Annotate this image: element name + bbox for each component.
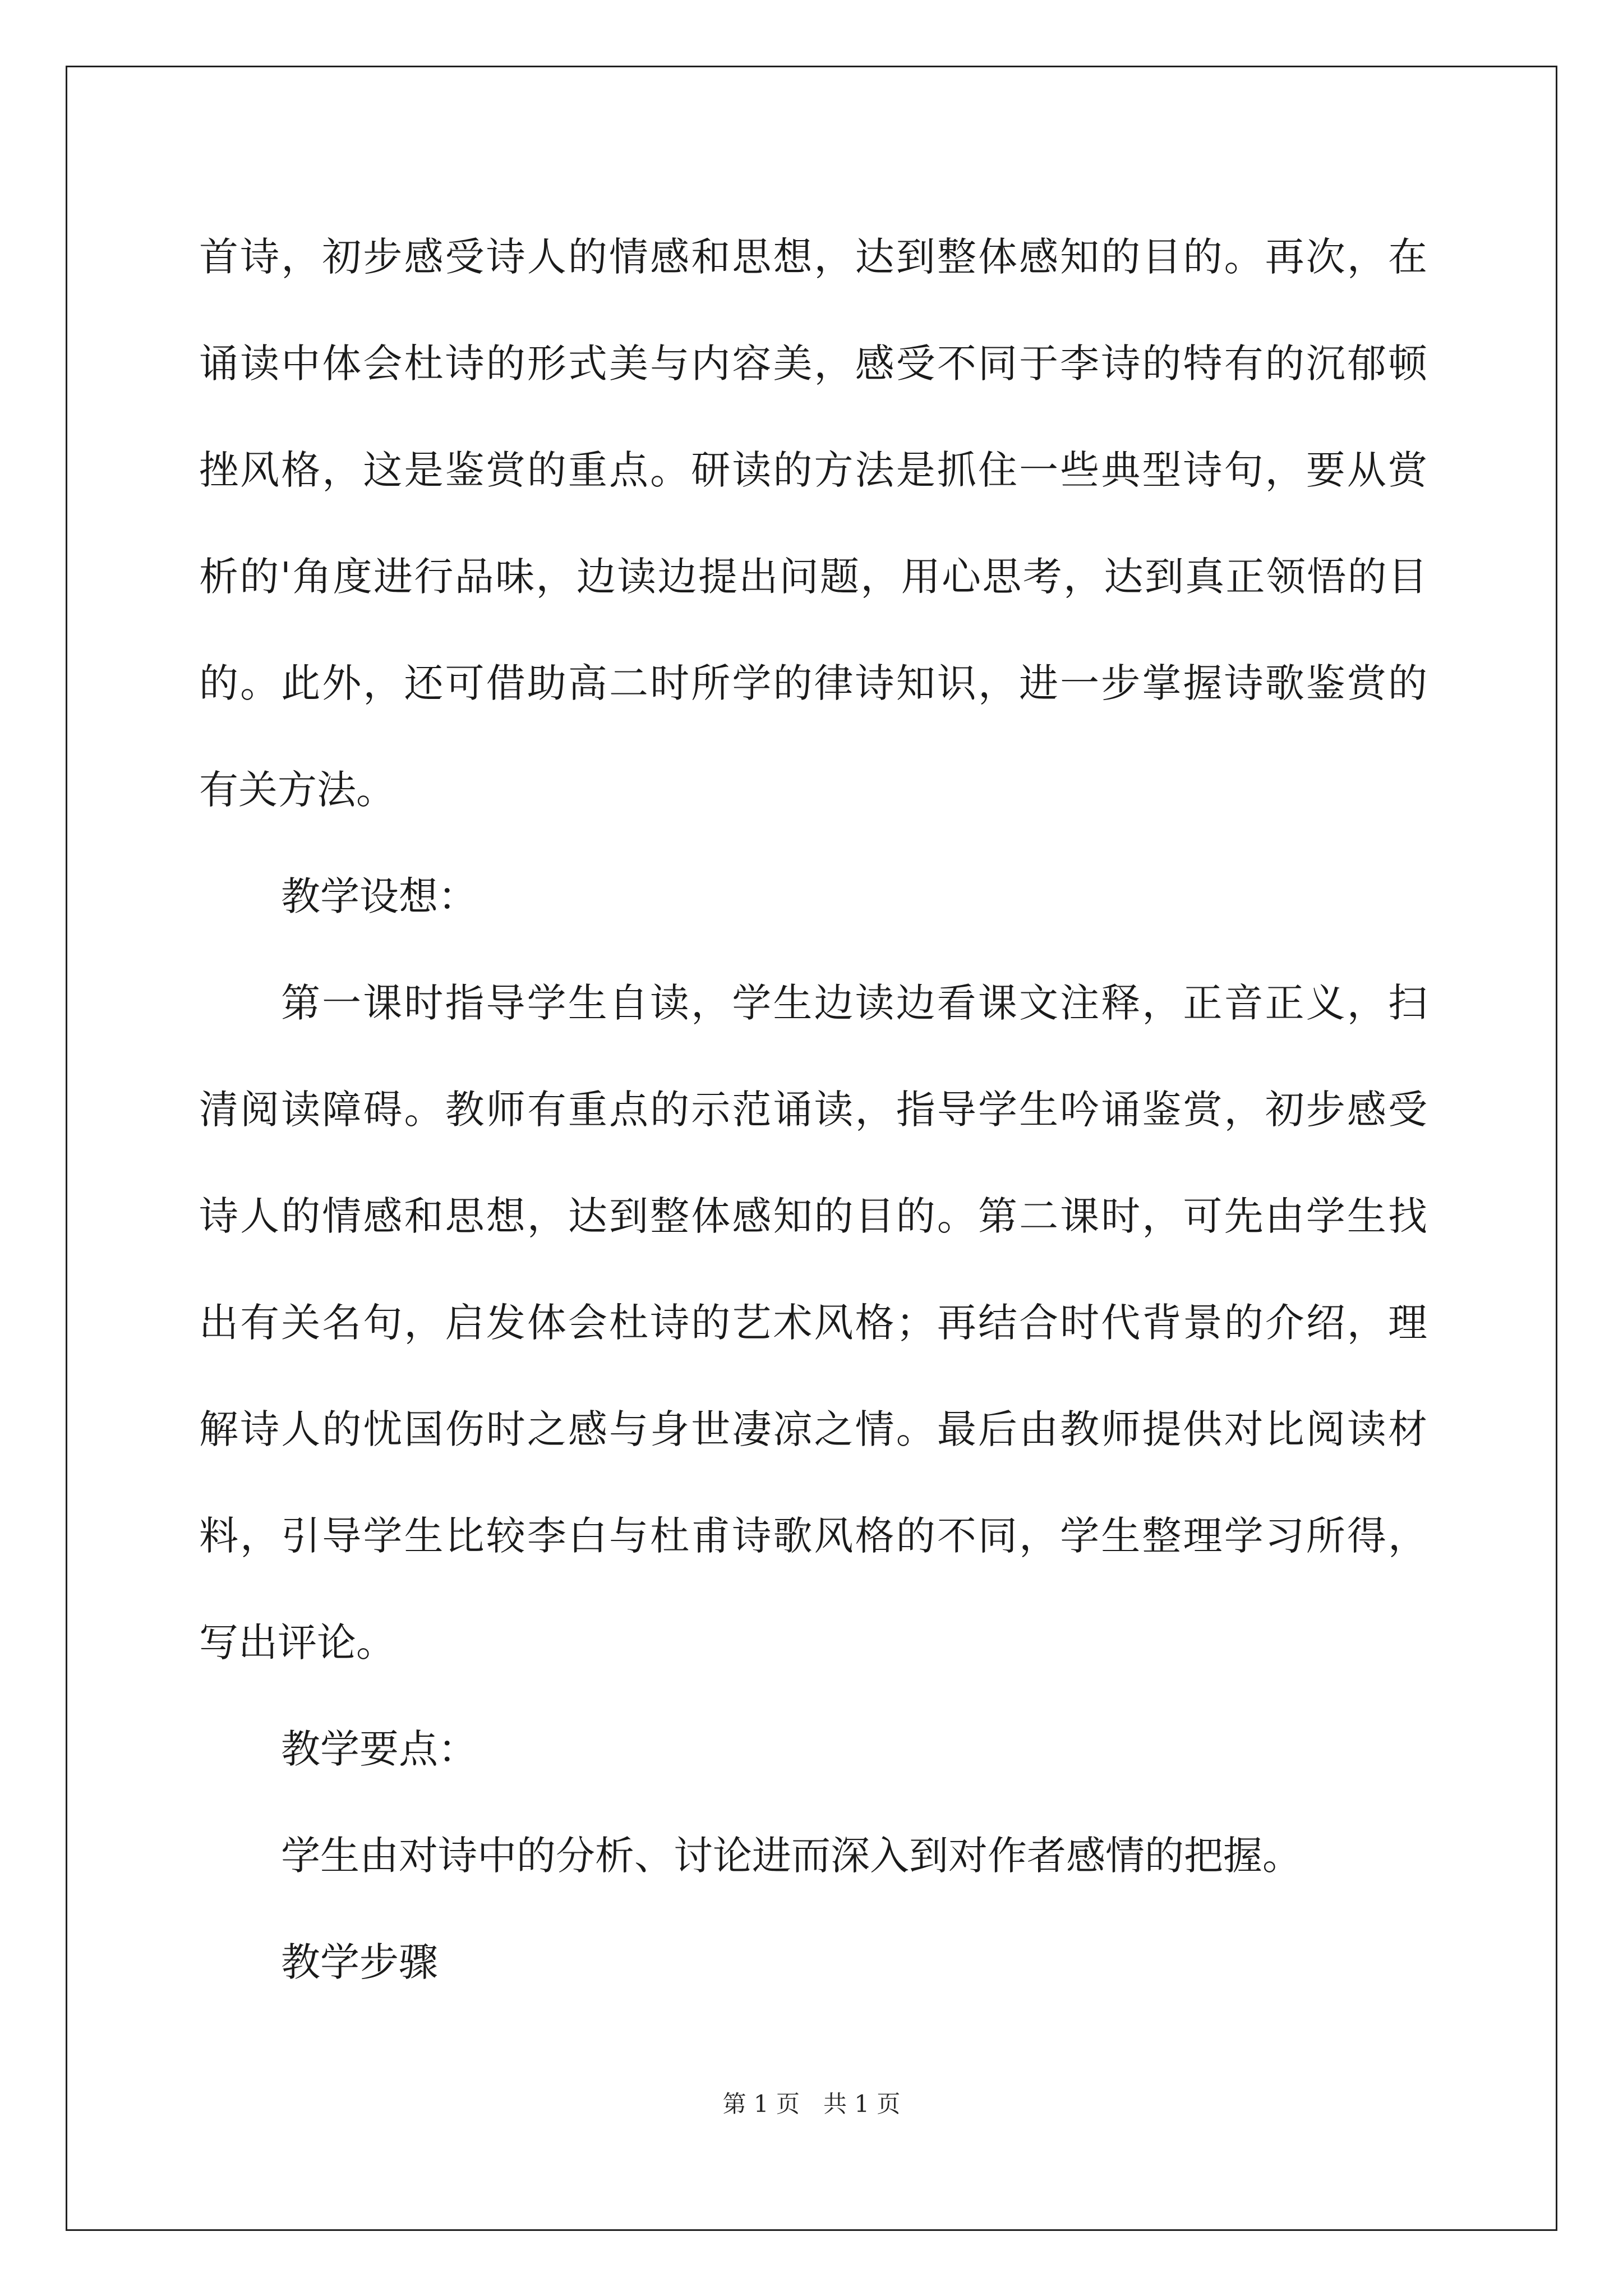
text-line: 第一课时指导学生自读，学生边读边看课文注释，正音正义，扫 — [281, 980, 1427, 1026]
text-line: 料，引导学生比较李白与杜甫诗歌风格的不同，学生整理学习所得， — [199, 1513, 1427, 1559]
text-line: 解诗人的忧国伤时之感与身世凄凉之情。最后由教师提供对比阅读材 — [199, 1406, 1427, 1452]
document-body — [199, 204, 1427, 2016]
text-line: 清阅读障碍。教师有重点的示范诵读，指导学生吟诵鉴赏，初步感受 — [199, 1087, 1427, 1133]
text-line: 的。此外，还可借助高二时所学的律诗知识，进一步掌握诗歌鉴赏的 — [199, 660, 1427, 706]
text-line: 教学设想： — [281, 873, 477, 919]
page-footer: 第 1 页 共 1 页 — [722, 2090, 901, 2118]
text-line: 写出评论。 — [199, 1619, 395, 1665]
text-line: 学生由对诗中的分析、讨论进而深入到对作者感情的把握。 — [281, 1833, 1302, 1879]
text-line: 出有关名句，启发体会杜诗的艺术风格；再结合时代背景的介绍，理 — [199, 1300, 1427, 1346]
text-line: 诵读中体会杜诗的形式美与内容美，感受不同于李诗的特有的沉郁顿 — [199, 341, 1427, 386]
text-line: 诗人的情感和思想，达到整体感知的目的。第二课时，可先由学生找 — [199, 1193, 1427, 1239]
text-line: 挫风格，这是鉴赏的重点。研读的方法是抓住一些典型诗句，要从赏 — [199, 447, 1427, 493]
text-line: 有关方法。 — [199, 767, 395, 813]
text-line: 教学步骤 — [281, 1939, 438, 1985]
text-line: 首诗，初步感受诗人的情感和思想，达到整体感知的目的。再次，在 — [199, 234, 1427, 280]
text-line: 析的'角度进行品味，边读边提出问题，用心思考，达到真正领悟的目 — [199, 554, 1427, 600]
text-line: 教学要点： — [281, 1726, 477, 1772]
